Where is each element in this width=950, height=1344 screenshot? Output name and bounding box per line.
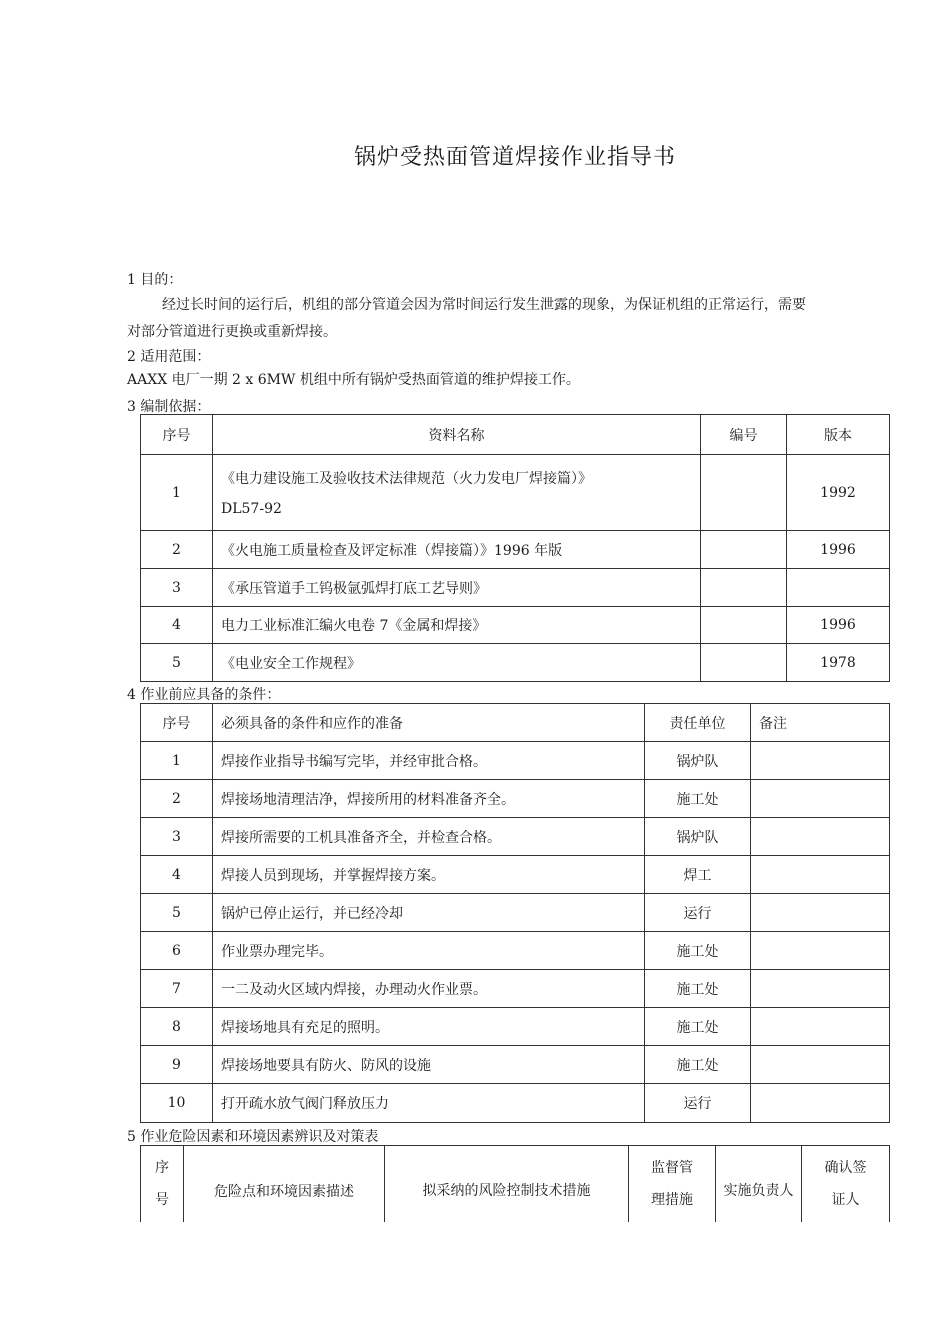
responsible-unit: 施工处 <box>645 1046 751 1084</box>
section-1-line-2: 对部分管道进行更换或重新焊接。 <box>127 324 337 340</box>
row-number: 6 <box>141 932 213 970</box>
table-row <box>141 531 890 569</box>
header-number-line-2: 号 <box>155 1191 169 1208</box>
table-row <box>141 1084 890 1123</box>
remark <box>751 894 890 932</box>
responsible-unit: 施工处 <box>645 1008 751 1046</box>
reference-version <box>787 569 890 607</box>
header-cell: 责任单位 <box>645 704 751 742</box>
header-cell-supervision <box>629 1146 716 1222</box>
reference-name <box>213 455 701 531</box>
reference-code <box>701 455 787 531</box>
condition-text: 焊接人员到现场，并掌握焊接方案。 <box>213 856 645 894</box>
header-cell-confirm <box>802 1146 890 1222</box>
section-2-text: AAXX 电厂一期 2 x 6MW 机组中所有锅炉受热面管道的维护焊接工作。 <box>127 372 580 388</box>
row-number: 5 <box>141 894 213 932</box>
table-row <box>141 607 890 644</box>
reference-code <box>701 569 787 607</box>
document-title: 锅炉受热面管道焊接作业指导书 <box>353 145 676 170</box>
remark <box>751 1084 890 1123</box>
header-confirm-line-1: 确认签 <box>824 1159 867 1176</box>
header-supervision-line-2: 理措施 <box>651 1191 693 1208</box>
section-1-heading: 1 目的： <box>127 272 183 288</box>
section-3-heading: 3 编制依据： <box>127 399 211 415</box>
header-number-line-1: 序 <box>155 1159 169 1176</box>
row-number: 3 <box>141 818 213 856</box>
row-number: 1 <box>141 455 213 531</box>
remark <box>751 1046 890 1084</box>
remark <box>751 856 890 894</box>
header-confirm-line-2: 证人 <box>831 1191 860 1208</box>
section-1-line-1: 经过长时间的运行后，机组的部分管道会因为常时间运行发生泄露的现象，为保证机组的正常运行，需要 <box>162 297 806 313</box>
responsible-unit: 施工处 <box>645 780 751 818</box>
reference-code <box>701 531 787 569</box>
table-row <box>141 780 890 818</box>
condition-text: 作业票办理完毕。 <box>213 932 645 970</box>
remark <box>751 932 890 970</box>
table-row <box>141 894 890 932</box>
section-4-heading: 4 作业前应具备的条件： <box>127 687 281 703</box>
condition-text: 焊接场地要具有防火、防风的设施 <box>213 1046 645 1084</box>
responsible-unit: 运行 <box>645 894 751 932</box>
table-row <box>141 1046 890 1084</box>
remark <box>751 742 890 780</box>
header-cell-number <box>141 1146 184 1222</box>
risk-table <box>140 1145 890 1222</box>
header-cell: 必须具备的条件和应作的准备 <box>213 704 645 742</box>
header-cell: 序号 <box>141 704 213 742</box>
table-row <box>141 569 890 607</box>
references-table <box>140 414 890 682</box>
section-5-heading: 5 作业危险因素和环境因素辨识及对策表 <box>127 1129 379 1145</box>
reference-version: 1978 <box>787 644 890 682</box>
header-cell-owner: 实施负责人 <box>716 1146 802 1222</box>
reference-version: 1996 <box>787 607 890 644</box>
condition-text: 焊接场地具有充足的照明。 <box>213 1008 645 1046</box>
row-number: 4 <box>141 856 213 894</box>
section-1-paragraph <box>127 292 902 346</box>
references-header-row <box>141 415 890 455</box>
table-row <box>141 742 890 780</box>
reference-name: 《电业安全工作规程》 <box>213 644 701 682</box>
table-row <box>141 455 890 531</box>
table-row <box>141 970 890 1008</box>
remark <box>751 970 890 1008</box>
preconditions-header-row <box>141 704 890 742</box>
row-number: 2 <box>141 780 213 818</box>
reference-name-line-1: 《电力建设施工及验收技术法律规范（火力发电厂焊接篇）》 <box>221 470 592 487</box>
table-row <box>141 932 890 970</box>
condition-text: 焊接作业指导书编写完毕，并经审批合格。 <box>213 742 645 780</box>
header-cell: 序号 <box>141 415 213 455</box>
header-supervision-line-1: 监督管 <box>651 1159 693 1176</box>
row-number: 2 <box>141 531 213 569</box>
remark <box>751 1008 890 1046</box>
condition-text: 打开疏水放气阀门释放压力 <box>213 1084 645 1123</box>
preconditions-table <box>140 703 890 1123</box>
row-number: 7 <box>141 970 213 1008</box>
header-cell-measures: 拟采纳的风险控制技术措施 <box>385 1146 629 1222</box>
header-cell-description: 危险点和环境因素描述 <box>184 1146 385 1222</box>
condition-text: 一二及动火区域内焊接，办理动火作业票。 <box>213 970 645 1008</box>
responsible-unit: 施工处 <box>645 932 751 970</box>
responsible-unit: 锅炉队 <box>645 818 751 856</box>
responsible-unit: 锅炉队 <box>645 742 751 780</box>
risk-header-row <box>141 1146 890 1222</box>
responsible-unit: 施工处 <box>645 970 751 1008</box>
reference-version: 1996 <box>787 531 890 569</box>
row-number: 9 <box>141 1046 213 1084</box>
section-2-heading: 2 适用范围： <box>127 349 211 365</box>
table-row <box>141 644 890 682</box>
reference-code <box>701 644 787 682</box>
condition-text: 焊接所需要的工机具准备齐全，并检查合格。 <box>213 818 645 856</box>
condition-text: 锅炉已停止运行，并已经冷却 <box>213 894 645 932</box>
row-number: 10 <box>141 1084 213 1123</box>
row-number: 4 <box>141 607 213 644</box>
remark <box>751 780 890 818</box>
condition-text: 焊接场地清理洁净，焊接所用的材料准备齐全。 <box>213 780 645 818</box>
row-number: 1 <box>141 742 213 780</box>
table-row <box>141 818 890 856</box>
table-row <box>141 856 890 894</box>
remark <box>751 818 890 856</box>
reference-version: 1992 <box>787 455 890 531</box>
responsible-unit: 焊工 <box>645 856 751 894</box>
reference-name-line-2: DL57-92 <box>221 500 282 517</box>
reference-name: 《承压管道手工钨极氩弧焊打底工艺导则》 <box>213 569 701 607</box>
row-number: 5 <box>141 644 213 682</box>
header-cell: 编号 <box>701 415 787 455</box>
header-cell: 版本 <box>787 415 890 455</box>
header-cell: 备注 <box>751 704 890 742</box>
table-row <box>141 1008 890 1046</box>
reference-name: 电力工业标准汇编火电卷 7《金属和焊接》 <box>213 607 701 644</box>
reference-code <box>701 607 787 644</box>
header-cell: 资料名称 <box>213 415 701 455</box>
responsible-unit: 运行 <box>645 1084 751 1123</box>
row-number: 8 <box>141 1008 213 1046</box>
row-number: 3 <box>141 569 213 607</box>
reference-name: 《火电施工质量检查及评定标准（焊接篇）》1996 年版 <box>213 531 701 569</box>
